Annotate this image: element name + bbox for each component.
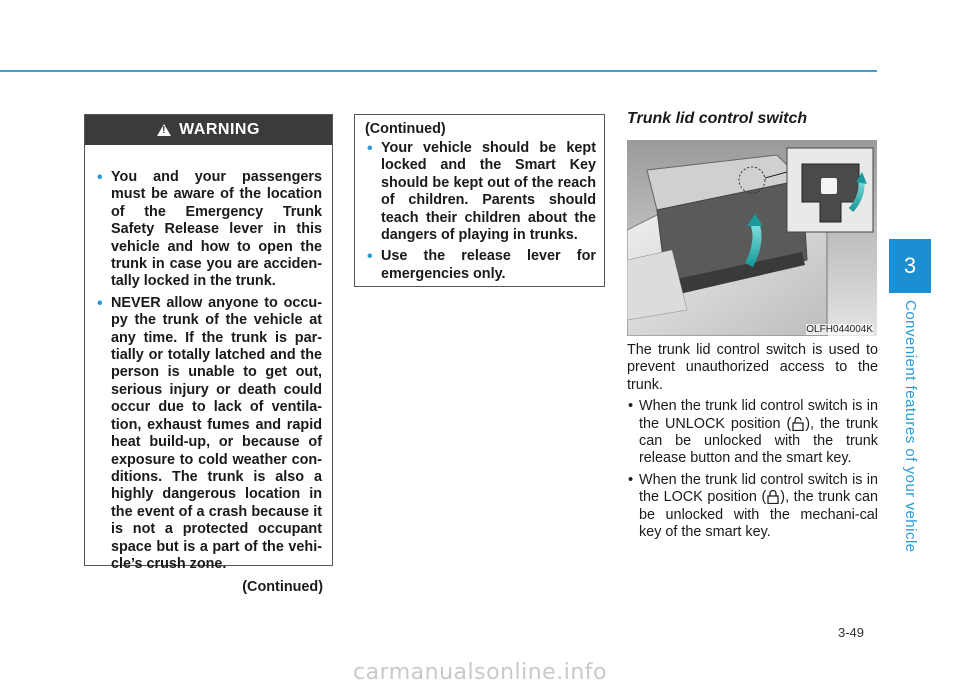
continued-label: (Continued)	[242, 579, 323, 596]
warning-header-label: WARNING	[179, 121, 260, 138]
lock-icon	[767, 490, 779, 504]
page-number: 3-49	[838, 625, 865, 640]
continued-title: (Continued)	[365, 121, 446, 137]
list-item	[627, 398, 878, 468]
warning-bullet: • NEVER allow anyone to occu-py the trunk of the vehicle at any time. If the trunk is par-tially or totally latched and the person is unable to get out, serious injury or death could occur due to lack of ventila-tion, exhaust fumes and rapid heat build-up, or because of exposure to cold weather con-ditions. The trunk is also a highly dangerous location in the event of a crash because it is not a protected occupant space but is a part of the vehi-cle’s crush zone.	[91, 295, 322, 574]
intro-paragraph: The trunk lid control switch is used to prevent unauthorized access to the trunk.	[627, 342, 878, 393]
continued-bullet: • Your vehicle should be kept locked and the Smart Key should be kept out of the reach of children. Parents should teach their children about the dangers of playing in trunks.	[361, 140, 596, 244]
item1-text-after: ), the trunk can be unlocked with the trunk release button and the smart key.	[639, 415, 878, 467]
warning-box	[84, 114, 333, 596]
section-title: Trunk lid control switch	[627, 110, 808, 127]
list-item	[627, 472, 878, 542]
chapter-title-vertical	[880, 300, 940, 553]
chapter-number: 3	[903, 253, 917, 278]
continued-box	[354, 114, 605, 287]
section-body	[627, 342, 878, 545]
item1-text-before: When the trunk lid control switch is in the UNLOCK position (	[639, 398, 878, 432]
top-rule	[0, 70, 877, 72]
continued-bullet: • Use the release lever for emergencies only.	[361, 248, 596, 283]
warning-triangle-icon	[157, 124, 171, 136]
trunk-figure	[627, 140, 877, 336]
item2-text-after: ), the trunk can be unlocked with the mechani-cal key of the smart key.	[639, 489, 878, 541]
watermark: carmanualsonline.info	[353, 660, 607, 685]
warning-bullets	[85, 145, 332, 573]
item2-text-before: When the trunk lid control switch is in the LOCK position (	[639, 471, 878, 506]
unlock-icon	[792, 417, 804, 431]
warning-bullet: • You and your passengers must be aware of the location of the Emergency Trunk Safety Release lever in this vehicle and how to open the trunk in case you are acciden-tally locked in the trunk.	[91, 169, 322, 291]
trunk-illustration	[627, 140, 877, 336]
chapter-title: Convenient features of your vehicle	[902, 300, 919, 553]
figure-code: OLFH044004K	[806, 324, 873, 335]
chapter-tab	[889, 239, 931, 293]
continued-bullets	[361, 140, 596, 283]
warning-header	[85, 115, 332, 145]
